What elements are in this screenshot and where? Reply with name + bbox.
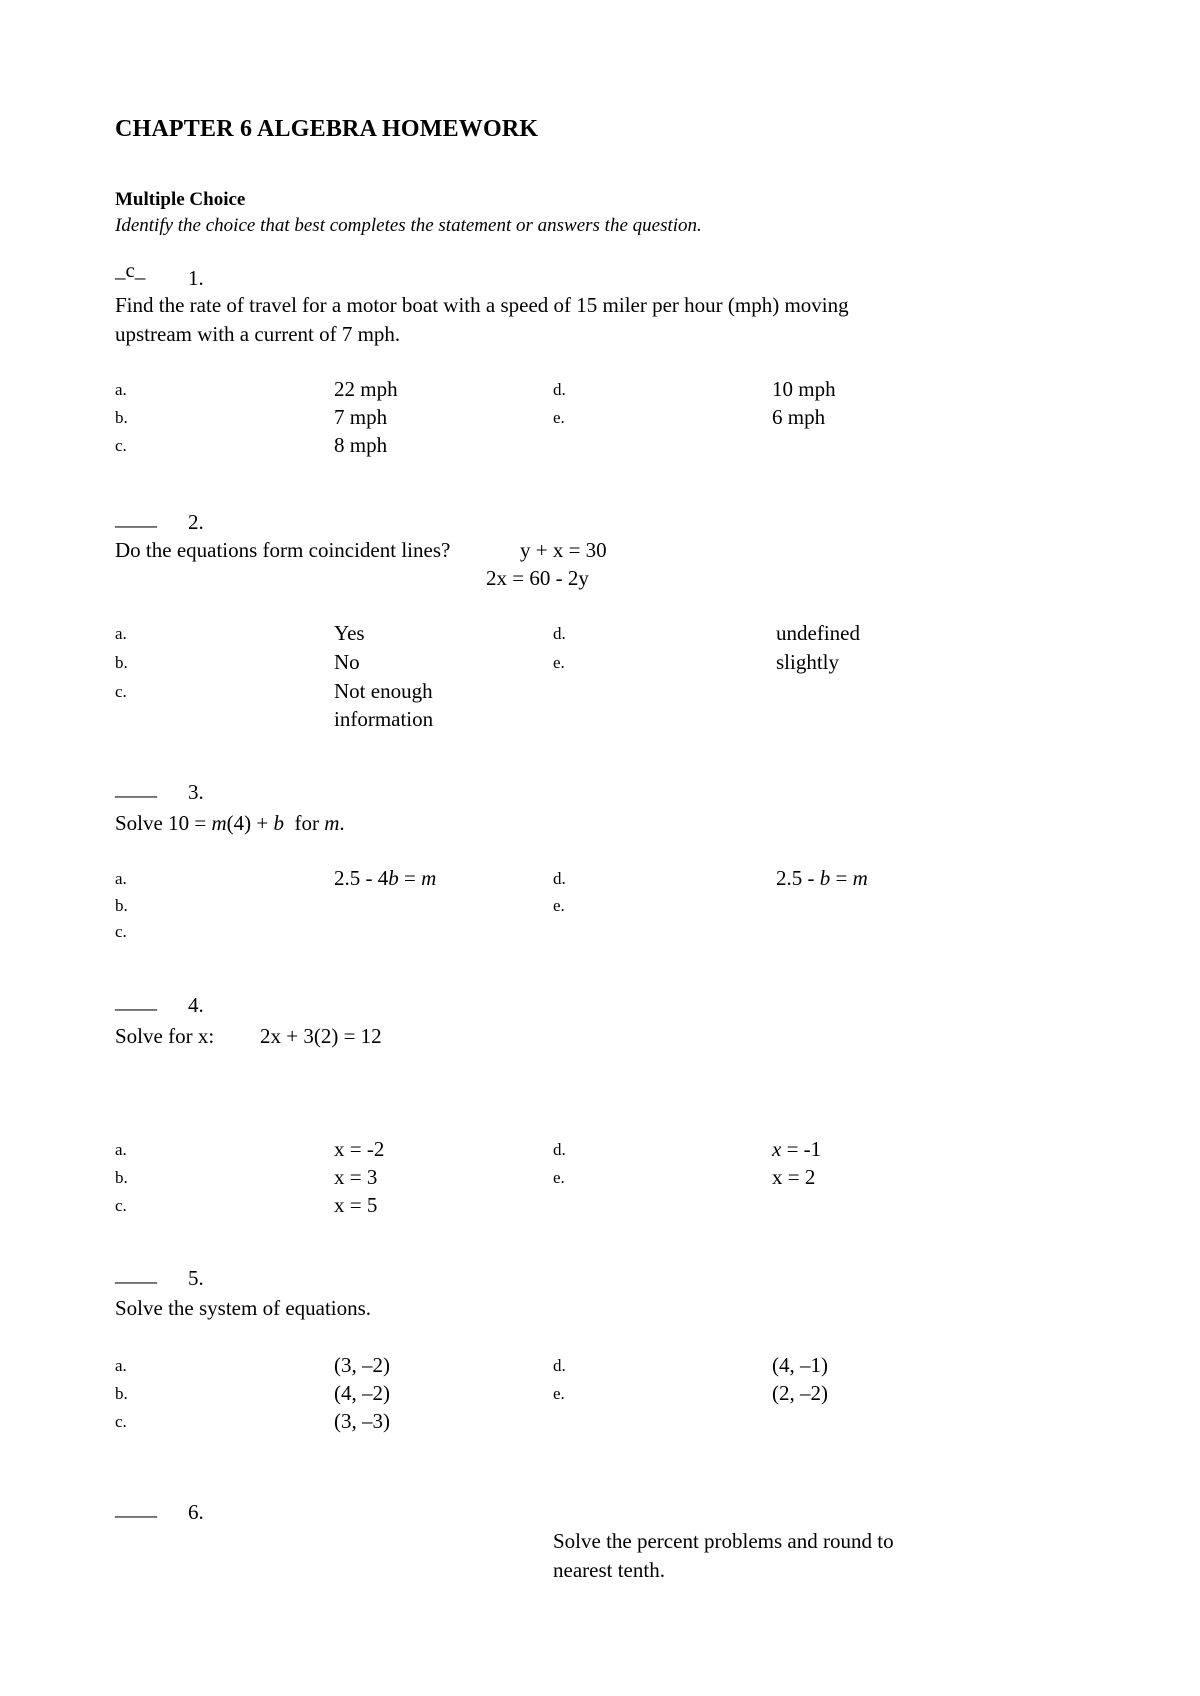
choice-letter-e: e. xyxy=(553,653,565,672)
question-text: nearest tenth. xyxy=(553,1558,665,1582)
choice-letter-a: a. xyxy=(115,380,127,399)
choice-letter-a: a. xyxy=(115,1356,127,1375)
choice-letter-d: d. xyxy=(553,869,566,888)
question-text: Solve for x: xyxy=(115,1024,215,1048)
choice-c-line2: information xyxy=(334,707,434,731)
question-number: 1. xyxy=(188,266,204,290)
equation-1: y + x = 30 xyxy=(520,538,607,562)
section-heading: Multiple Choice xyxy=(115,189,246,210)
choice-letter-c: c. xyxy=(115,682,127,701)
choice-c[interactable]: (3, –3) xyxy=(334,1409,390,1433)
question-text: Find the rate of travel for a motor boat with a speed of 15 miler per hour (mph) moving xyxy=(115,293,849,317)
choice-letter-b: b. xyxy=(115,653,128,672)
question-number: 5. xyxy=(188,1266,204,1290)
question-number: 6. xyxy=(188,1500,204,1524)
choice-letter-c: c. xyxy=(115,1412,127,1431)
choice-e[interactable]: slightly xyxy=(776,650,840,674)
question-number: 3. xyxy=(188,780,204,804)
answer-blank[interactable]: ____ xyxy=(115,989,157,1013)
choice-letter-d: d. xyxy=(553,1140,566,1159)
question-number: 2. xyxy=(188,510,204,534)
choice-a[interactable]: Yes xyxy=(334,621,365,645)
question-text: Solve the percent problems and round to xyxy=(553,1529,894,1553)
choice-c-line1: Not enough xyxy=(334,679,433,703)
choice-d[interactable]: 2.5 - b = m xyxy=(776,866,868,890)
choice-letter-c: c. xyxy=(115,436,127,455)
choice-letter-c: c. xyxy=(115,922,127,941)
choice-letter-a: a. xyxy=(115,624,127,643)
choice-letter-d: d. xyxy=(553,624,566,643)
choice-d[interactable]: undefined xyxy=(776,621,860,645)
choice-a[interactable]: 22 mph xyxy=(334,377,398,401)
choice-b[interactable]: (4, –2) xyxy=(334,1381,390,1405)
choice-d[interactable]: x = -1 xyxy=(772,1137,822,1161)
instructions: Identify the choice that best completes the statement or answers the question. xyxy=(115,215,702,236)
question-text: Solve 10 = m(4) + b for m. xyxy=(115,811,345,835)
choice-b[interactable]: 7 mph xyxy=(334,405,388,429)
choice-letter-a: a. xyxy=(115,1140,127,1159)
choice-letter-a: a. xyxy=(115,869,127,888)
choice-letter-e: e. xyxy=(553,1168,565,1187)
answer-blank[interactable]: _c_ xyxy=(115,258,146,282)
choice-letter-b: b. xyxy=(115,408,128,427)
choice-letter-d: d. xyxy=(553,380,566,399)
question-text: upstream with a current of 7 mph. xyxy=(115,322,401,346)
choice-letter-d: d. xyxy=(553,1356,566,1375)
choice-c[interactable]: x = 5 xyxy=(334,1193,378,1217)
answer-blank[interactable]: ____ xyxy=(115,776,157,800)
question-number: 4. xyxy=(188,993,204,1017)
question-text: Do the equations form coincident lines? xyxy=(115,538,451,562)
choice-c[interactable] xyxy=(334,677,433,733)
choice-letter-b: b. xyxy=(115,1168,128,1187)
choice-e[interactable]: x = 2 xyxy=(772,1165,816,1189)
choice-letter-e: e. xyxy=(553,896,565,915)
choice-a[interactable]: (3, –2) xyxy=(334,1353,390,1377)
equation-2: 2x = 60 - 2y xyxy=(486,566,589,590)
choice-letter-e: e. xyxy=(553,1384,565,1403)
choice-e[interactable]: 6 mph xyxy=(772,405,826,429)
choice-d[interactable]: (4, –1) xyxy=(772,1353,828,1377)
page-title: CHAPTER 6 ALGEBRA HOMEWORK xyxy=(115,116,539,142)
choice-d[interactable]: 10 mph xyxy=(772,377,836,401)
choice-e[interactable]: (2, –2) xyxy=(772,1381,828,1405)
choice-letter-e: e. xyxy=(553,408,565,427)
choice-b[interactable]: No xyxy=(334,650,360,674)
answer-blank[interactable]: ____ xyxy=(115,506,157,530)
answer-blank[interactable]: ____ xyxy=(115,1496,157,1520)
answer-blank[interactable]: ____ xyxy=(115,1262,157,1286)
choice-a[interactable]: x = -2 xyxy=(334,1137,385,1161)
choice-letter-b: b. xyxy=(115,1384,128,1403)
equation: 2x + 3(2) = 12 xyxy=(260,1024,382,1048)
choice-c[interactable]: 8 mph xyxy=(334,433,388,457)
choice-b[interactable]: x = 3 xyxy=(334,1165,378,1189)
choice-letter-b: b. xyxy=(115,896,128,915)
choice-letter-c: c. xyxy=(115,1196,127,1215)
choice-a[interactable]: 2.5 - 4b = m xyxy=(334,866,437,890)
question-text: Solve the system of equations. xyxy=(115,1296,372,1320)
